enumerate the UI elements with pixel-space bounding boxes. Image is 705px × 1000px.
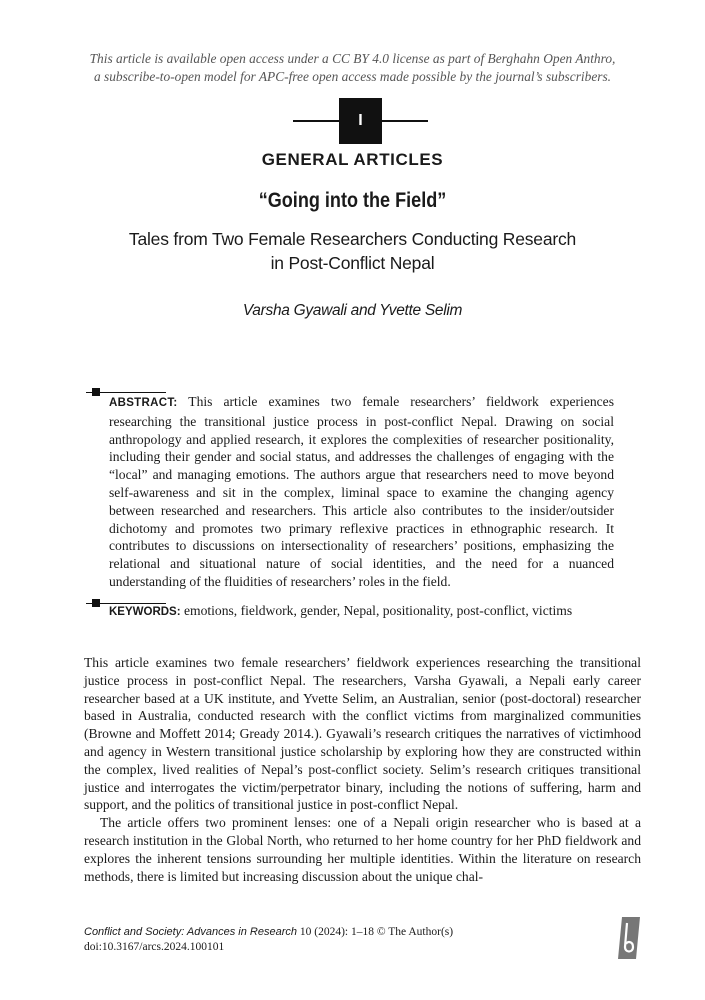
open-access-notice — [40, 50, 665, 86]
abstract-text: This article examines two female researchers’ fieldwork experiences researching the transitional justice process in post-conflict Nepal. Drawing on social anthropology and applied research, it explores the complexities of researcher positionality, including their gender and social status, and addresses the challenges of engaging with the “local” and managing emotions. The authors argue that researchers need to move beyond self-awareness and sit in the complex, liminal space to examine the changing agency between researched and researchers. This article also contributes to the insider/outsider dichotomy and promotes two primary reflexive practices in ethnographic research. It contributes to discussions on intersectionality of researchers’ positions, emphasizing the relational and situational nature of social identities, and the need for a nuanced understanding of the fluidities of researchers’ roles in the field. — [109, 394, 615, 589]
article-body — [84, 654, 641, 885]
body-paragraph-1: This article examines two female researchers’ fieldwork experiences researching the transitional justice process in post-conflict Nepal. The researchers, Varsha Gyawali, a Nepali early career researcher based at a UK institute, and Yvette Selim, an Australian, senior (post-doctoral) researcher based in Australia, conducted research with the conflict victims from marginalized communities (Browne and Moffett 2014; Gready 2014.). Gyawali’s research critiques the narratives of victimhood and agency in Western transitional justice scholarship by exploring how they are constructed within the complex, lived realities of Nepal’s post-conflict society. Selim’s research critiques transitional justice and interrogates the victim/perpetrator binary, including the notions of suffering, harm and support, and the politics of transitional justice in post-conflict Nepal. — [84, 655, 641, 813]
page-footer — [84, 925, 453, 955]
article-title: “Going into the Field” — [258, 189, 447, 212]
body-paragraph-2: The article offers two prominent lenses: one of a Nepali origin researcher who is based at a research institution in the Global North, who returned to her home country for her PhD fieldwork and explores the inherent tensions surrounding her multiple identities. Within the literature on research methods, there is limited but increasing discussion about the unique chal- — [84, 815, 641, 884]
open-access-notice-line-2: a subscribe-to-open model for APC-free open access made possible by the journal’s subscribers. — [93, 69, 612, 84]
footer-volume: 10 (2024): 1–18 © The Author(s) — [296, 926, 454, 938]
article-authors: Varsha Gyawali and Yvette Selim — [242, 302, 463, 319]
section-numeral: I — [339, 98, 382, 144]
section-label: GENERAL ARTICLES — [261, 150, 444, 169]
footer-doi: doi:10.3167/arcs.2024.100101 — [84, 941, 225, 953]
section-rule-left — [293, 120, 339, 122]
article-subtitle-line-2: in Post-Conflict Nepal — [270, 253, 435, 273]
open-access-notice-line-1: This article is available open access under a CC BY 4.0 license as part of Berghahn Open Anthro, — [89, 51, 616, 66]
section-rule-right — [382, 120, 428, 122]
footer-citation — [84, 925, 453, 940]
keywords-text: emotions, fieldwork, gender, Nepal, positionality, post-conflict, victims — [183, 603, 573, 618]
article-subtitle-line-1: Tales from Two Female Researchers Conducting Research — [128, 229, 577, 249]
keywords-label: KEYWORDS: — [109, 606, 181, 618]
section-marker — [293, 98, 428, 144]
keywords — [109, 602, 614, 622]
footer-journal: Conflict and Society: Advances in Research — [84, 926, 297, 938]
publisher-logo-icon — [618, 917, 640, 959]
abstract-label: ABSTRACT: — [109, 397, 178, 409]
article-subtitle — [100, 227, 605, 275]
abstract — [109, 393, 614, 591]
